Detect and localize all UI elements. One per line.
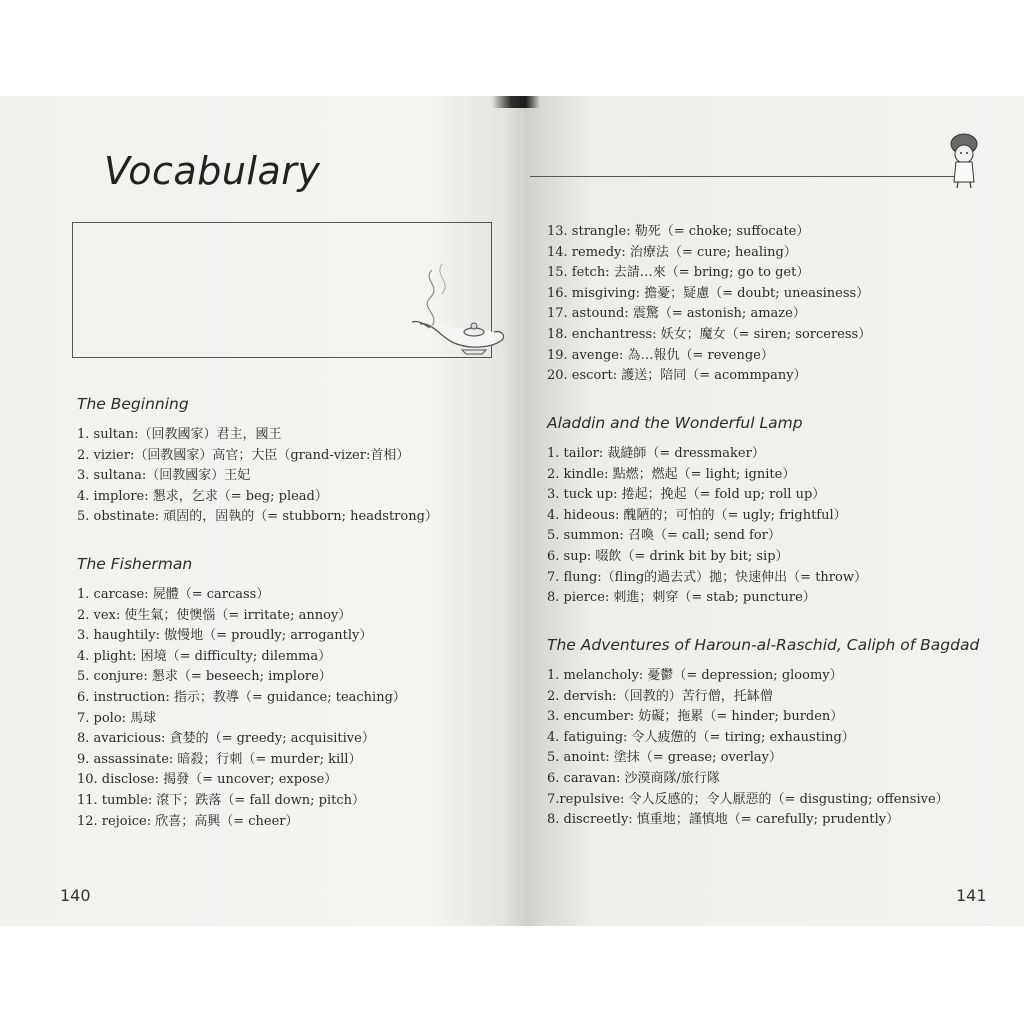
- vocab-list-haroun: [547, 666, 949, 831]
- list-item: 1. carcase: 屍體（= carcass）: [77, 587, 270, 602]
- list-item: 20. escort: 護送；陪同（= acommpany）: [547, 368, 807, 384]
- list-item: 19. avenge: 為…報仇（= revenge）: [547, 347, 774, 363]
- list-item: 5. summon: 召喚（= call; send for）: [547, 528, 781, 544]
- list-item: 8. discreetly: 慎重地；謹慎地（= carefully; prudently）: [547, 812, 900, 828]
- list-item: 7.repulsive: 令人反感的；令人厭惡的（= disgusting; offensive）: [547, 791, 949, 807]
- list-item: 10. disclose: 揭發（= uncover; expose）: [77, 772, 338, 788]
- list-item: 3. haughtily: 傲慢地（= proudly; arrogantly）: [77, 628, 373, 644]
- section-title-fisherman: The Fisherman: [77, 555, 193, 573]
- list-item: 2. kindle: 點燃；燃起（= light; ignite）: [547, 466, 796, 482]
- list-item: 11. tumble: 滾下；跌落（= fall down; pitch）: [77, 792, 365, 808]
- list-item: 8. pierce: 刺進；刺穿（= stab; puncture）: [547, 590, 816, 606]
- vocab-list-fisherman-continued: [547, 222, 871, 387]
- vocabulary-title: Vocabulary: [104, 149, 321, 193]
- list-item: 3. tuck up: 捲起；挽起（= fold up; roll up）: [547, 487, 826, 503]
- list-item: 15. fetch: 去請…來（= bring; go to get）: [547, 265, 810, 281]
- list-item: 4. fatiguing: 令人疲憊的（= tiring; exhausting）: [547, 729, 855, 745]
- list-item: 3. sultana:（回教國家）王妃: [77, 468, 251, 484]
- left-page: [0, 96, 512, 926]
- list-item: 6. caravan: 沙漠商隊/旅行隊: [547, 770, 720, 786]
- magic-lamp-icon: [402, 252, 522, 372]
- list-item: 4. plight: 困境（= difficulty; dilemma）: [77, 648, 332, 664]
- list-item: 16. misgiving: 擔憂；疑慮（= doubt; uneasiness）: [547, 285, 870, 301]
- list-item: 13. strangle: 勒死（= choke; suffocate）: [547, 224, 810, 239]
- list-item: 3. encumber: 妨礙；拖累（= hinder; burden）: [547, 709, 844, 725]
- section-title-haroun: The Adventures of Haroun-al-Raschid, Caliph of Bagdad: [547, 636, 980, 654]
- list-item: 4. hideous: 醜陋的；可怕的（= ugly; frightful）: [547, 507, 847, 523]
- section-title-aladdin: Aladdin and the Wonderful Lamp: [547, 414, 803, 432]
- character-mascot-icon: [940, 130, 988, 190]
- list-item: 2. dervish:（回教的）苦行僧，托缽僧: [547, 688, 773, 704]
- page-number-right: 141: [956, 886, 987, 905]
- list-item: 5. obstinate: 頑固的，固執的（= stubborn; headstrong）: [77, 509, 438, 525]
- vocab-list-aladdin: [547, 444, 867, 609]
- list-item: 14. remedy: 治療法（= cure; healing）: [547, 244, 797, 260]
- section-title-beginning: The Beginning: [77, 395, 189, 413]
- list-item: 8. avaricious: 貪婪的（= greedy; acquisitive）: [77, 731, 375, 747]
- list-item: 7. flung:（fling的過去式）拋；快速伸出（= throw）: [547, 569, 867, 585]
- right-page: [512, 96, 1024, 926]
- list-item: 1. melancholy: 憂鬱（= depression; gloomy）: [547, 668, 843, 683]
- list-item: 1. sultan:（回教國家）君主，國王: [77, 427, 282, 442]
- header-rule: [530, 176, 962, 177]
- list-item: 5. conjure: 懇求（= beseech; implore）: [77, 669, 332, 685]
- list-item: 1. tailor: 裁縫師（= dressmaker）: [547, 446, 765, 461]
- list-item: 2. vex: 使生氣；使懊惱（= irritate; annoy）: [77, 607, 352, 623]
- list-item: 12. rejoice: 欣喜；高興（= cheer）: [77, 813, 299, 829]
- list-item: 6. sup: 啜飲（= drink bit by bit; sip）: [547, 548, 789, 564]
- open-book: [0, 96, 1024, 926]
- list-item: 7. polo: 馬球: [77, 710, 157, 726]
- list-item: 9. assassinate: 暗殺；行刺（= murder; kill）: [77, 751, 362, 767]
- list-item: 18. enchantress: 妖女；魔女（= siren; sorceress）: [547, 326, 872, 342]
- list-item: 2. vizier:（回教國家）高官；大臣（grand-vizer:首相）: [77, 447, 410, 463]
- list-item: 4. implore: 懇求，乞求（= beg; plead）: [77, 488, 328, 504]
- vocab-list-beginning: [77, 425, 438, 528]
- page-number-left: 140: [60, 886, 91, 905]
- list-item: 6. instruction: 指示；教導（= guidance; teaching）: [77, 689, 406, 705]
- list-item: 5. anoint: 塗抹（= grease; overlay）: [547, 750, 782, 766]
- list-item: 17. astound: 震驚（= astonish; amaze）: [547, 306, 806, 322]
- vocab-list-fisherman: [77, 585, 406, 832]
